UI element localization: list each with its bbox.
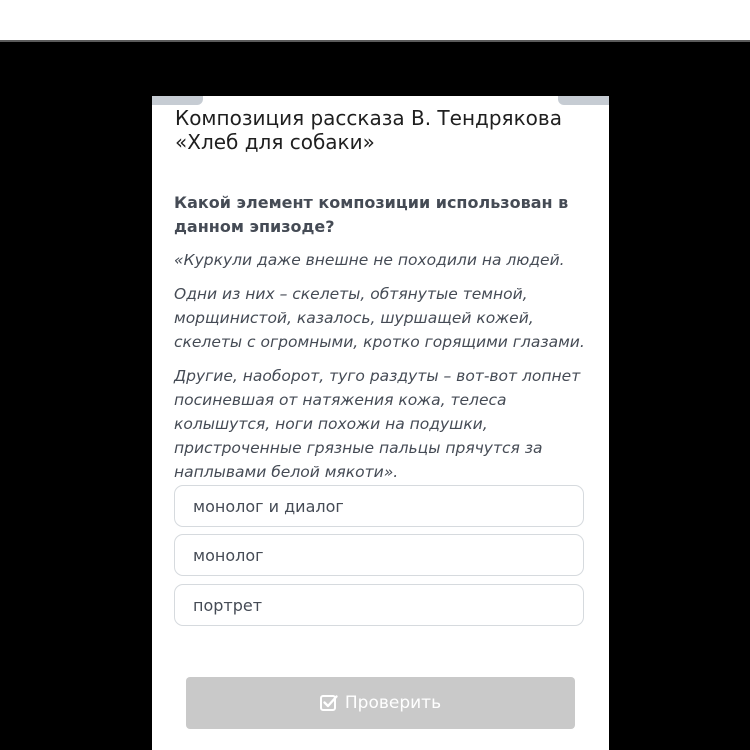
question-text: Какой элемент композиции использован в данном эпизоде? bbox=[174, 193, 569, 236]
lesson-title: Композиция рассказа В. Тендрякова «Хлеб для собаки» bbox=[175, 106, 562, 154]
top-white-strip bbox=[0, 0, 750, 40]
check-button-label: Проверить bbox=[344, 693, 442, 713]
frame-border-line bbox=[0, 40, 750, 42]
excerpt-paragraph: Другие, наоборот, туго раздуты – вот-вот лопнет посиневшая от натяжения кожа, телеса колышутся, ноги похожи на подушки, пристроченные грязные пальцы прячутся за наплывами белой мякоти». bbox=[174, 367, 581, 481]
checkbox-check-icon bbox=[320, 694, 338, 712]
excerpt-paragraph: Одни из них – скелеты, обтянутые темной, морщинистой, казалось, шуршащей кожей, скелеты с огромными, кротко горящими глазами. bbox=[174, 285, 585, 351]
answer-option-monologue[interactable] bbox=[174, 534, 584, 576]
task-card bbox=[152, 96, 609, 750]
answer-option-label: монолог и диалог bbox=[193, 497, 344, 516]
tab-stub-left bbox=[152, 96, 203, 105]
tab-stub-right bbox=[558, 96, 609, 105]
check-button[interactable] bbox=[186, 677, 575, 729]
excerpt-paragraph: «Куркули даже внешне не походили на людей. bbox=[174, 251, 565, 269]
answer-option-portrait[interactable] bbox=[174, 584, 584, 626]
answer-option-label: монолог bbox=[193, 546, 264, 565]
answer-option-monologue-and-dialogue[interactable] bbox=[174, 485, 584, 527]
answer-option-label: портрет bbox=[193, 596, 263, 615]
excerpt bbox=[174, 248, 594, 494]
